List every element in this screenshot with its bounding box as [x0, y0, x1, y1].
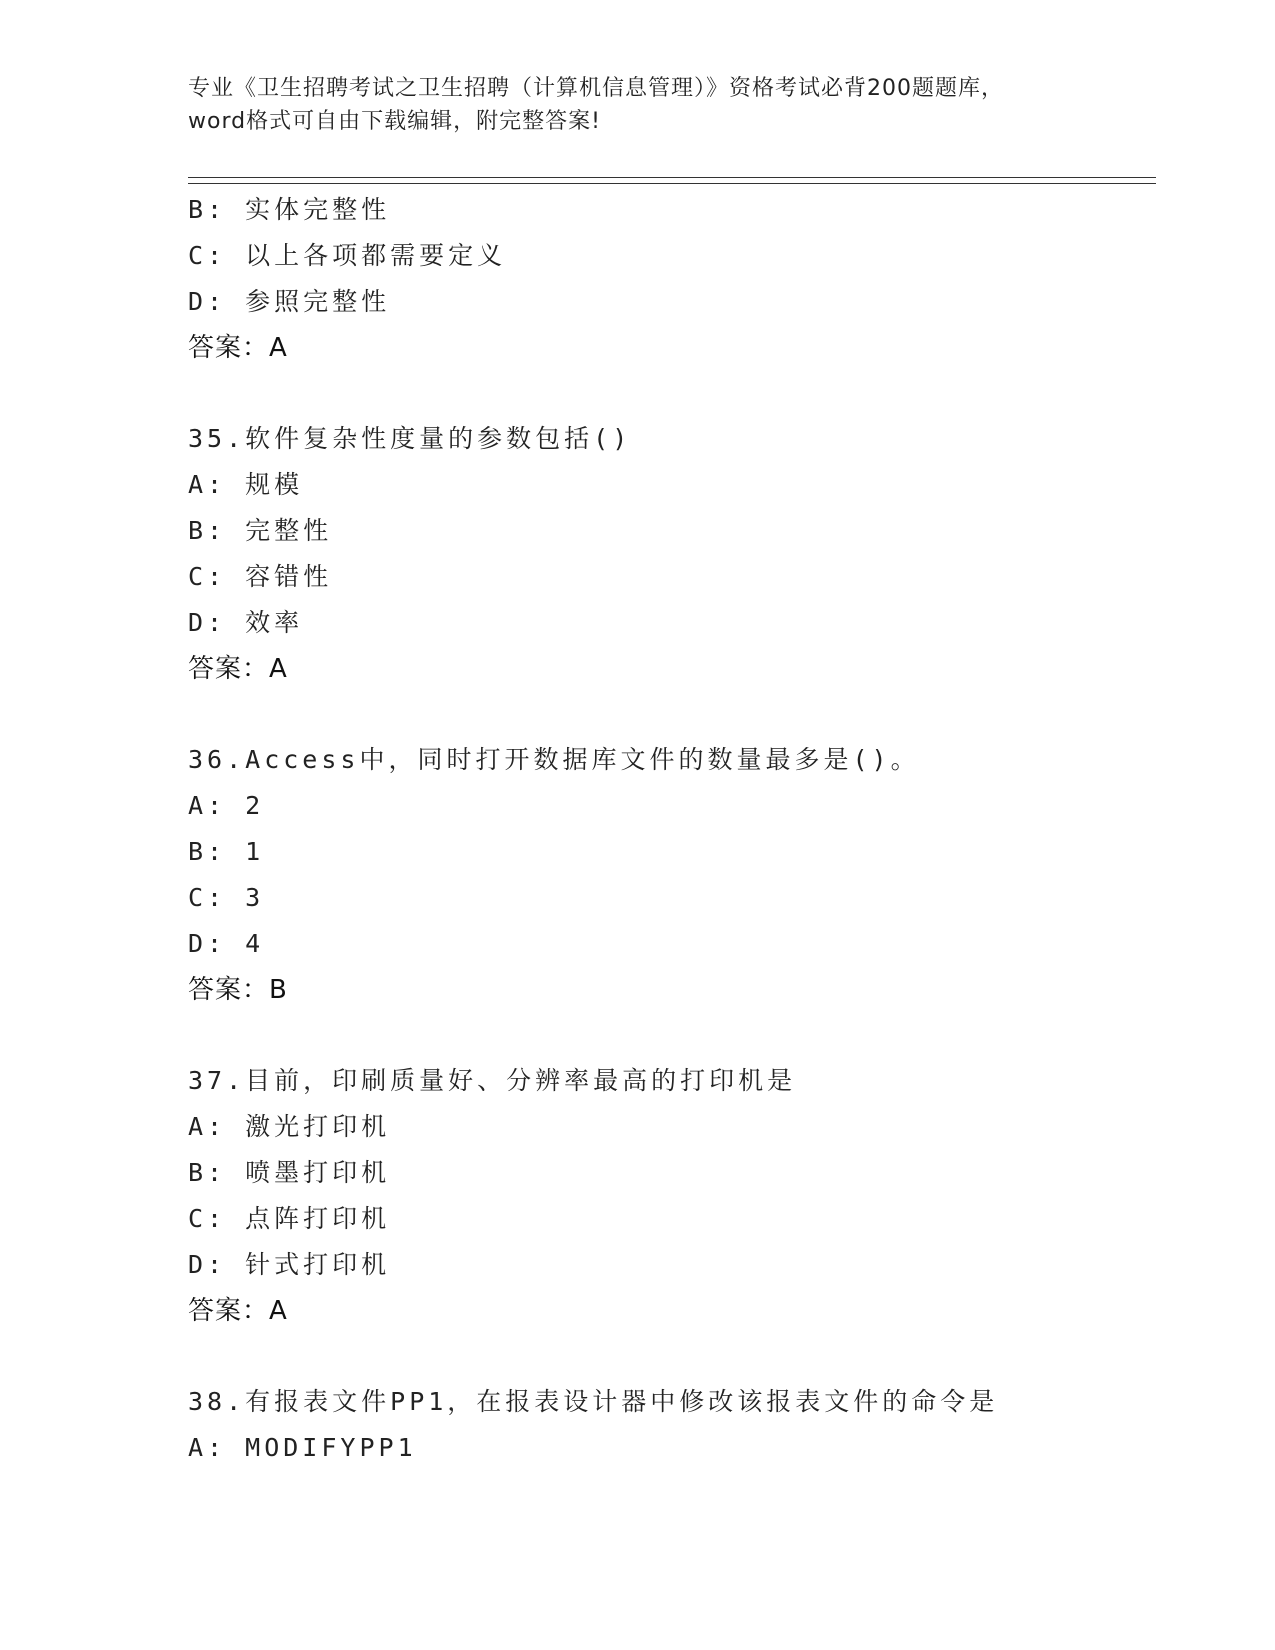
answer-line [188, 967, 1156, 1013]
spacer [188, 1334, 1156, 1379]
question-34-fragment [188, 187, 1156, 371]
option-d: D: 针式打印机 [188, 1250, 391, 1279]
option-c: C: 容错性 [188, 562, 333, 591]
question-content [188, 187, 1156, 1471]
answer-label: 答案： [188, 654, 270, 684]
answer-label: 答案： [188, 1296, 270, 1326]
answer-value: B [269, 975, 288, 1005]
option-d: D: 参照完整性 [188, 287, 391, 316]
option-d: D: 4 [188, 929, 265, 958]
header-title-line-2: word格式可自由下载编辑，附完整答案! [188, 109, 601, 134]
option-b: B: 完整性 [188, 516, 333, 545]
option-a: A: 规模 [188, 470, 304, 499]
question-stem: 37.目前，印刷质量好、分辨率最高的打印机是 [188, 1066, 797, 1095]
answer-value: A [269, 333, 288, 363]
question-37 [188, 1058, 1156, 1334]
spacer [188, 371, 1156, 416]
spacer [188, 692, 1156, 737]
answer-line [188, 1288, 1156, 1334]
option-b: B: 1 [188, 837, 265, 866]
question-stem: 36.Access中，同时打开数据库文件的数量最多是()。 [188, 745, 920, 774]
question-stem: 35.软件复杂性度量的参数包括() [188, 424, 632, 453]
question-35 [188, 416, 1156, 692]
answer-label: 答案： [188, 333, 270, 363]
header-divider [188, 177, 1156, 184]
option-b: B: 实体完整性 [188, 195, 391, 224]
option-a: A: 2 [188, 791, 265, 820]
document-header [188, 72, 1088, 138]
spacer [188, 1013, 1156, 1058]
answer-value: A [269, 654, 288, 684]
option-d: D: 效率 [188, 608, 304, 637]
option-b: B: 喷墨打印机 [188, 1158, 391, 1187]
option-c: C: 以上各项都需要定义 [188, 241, 507, 270]
question-36 [188, 737, 1156, 1013]
option-a: A: MODIFYPP1 [188, 1433, 417, 1462]
answer-label: 答案： [188, 975, 270, 1005]
answer-line [188, 325, 1156, 371]
option-c: C: 3 [188, 883, 265, 912]
option-c: C: 点阵打印机 [188, 1204, 391, 1233]
header-title-line-1: 专业《卫生招聘考试之卫生招聘（计算机信息管理）》资格考试必背200题题库， [188, 76, 1004, 101]
option-a: A: 激光打印机 [188, 1112, 391, 1141]
answer-line [188, 646, 1156, 692]
answer-value: A [269, 1296, 288, 1326]
question-stem: 38.有报表文件PP1，在报表设计器中修改该报表文件的命令是 [188, 1387, 999, 1416]
question-38 [188, 1379, 1156, 1471]
